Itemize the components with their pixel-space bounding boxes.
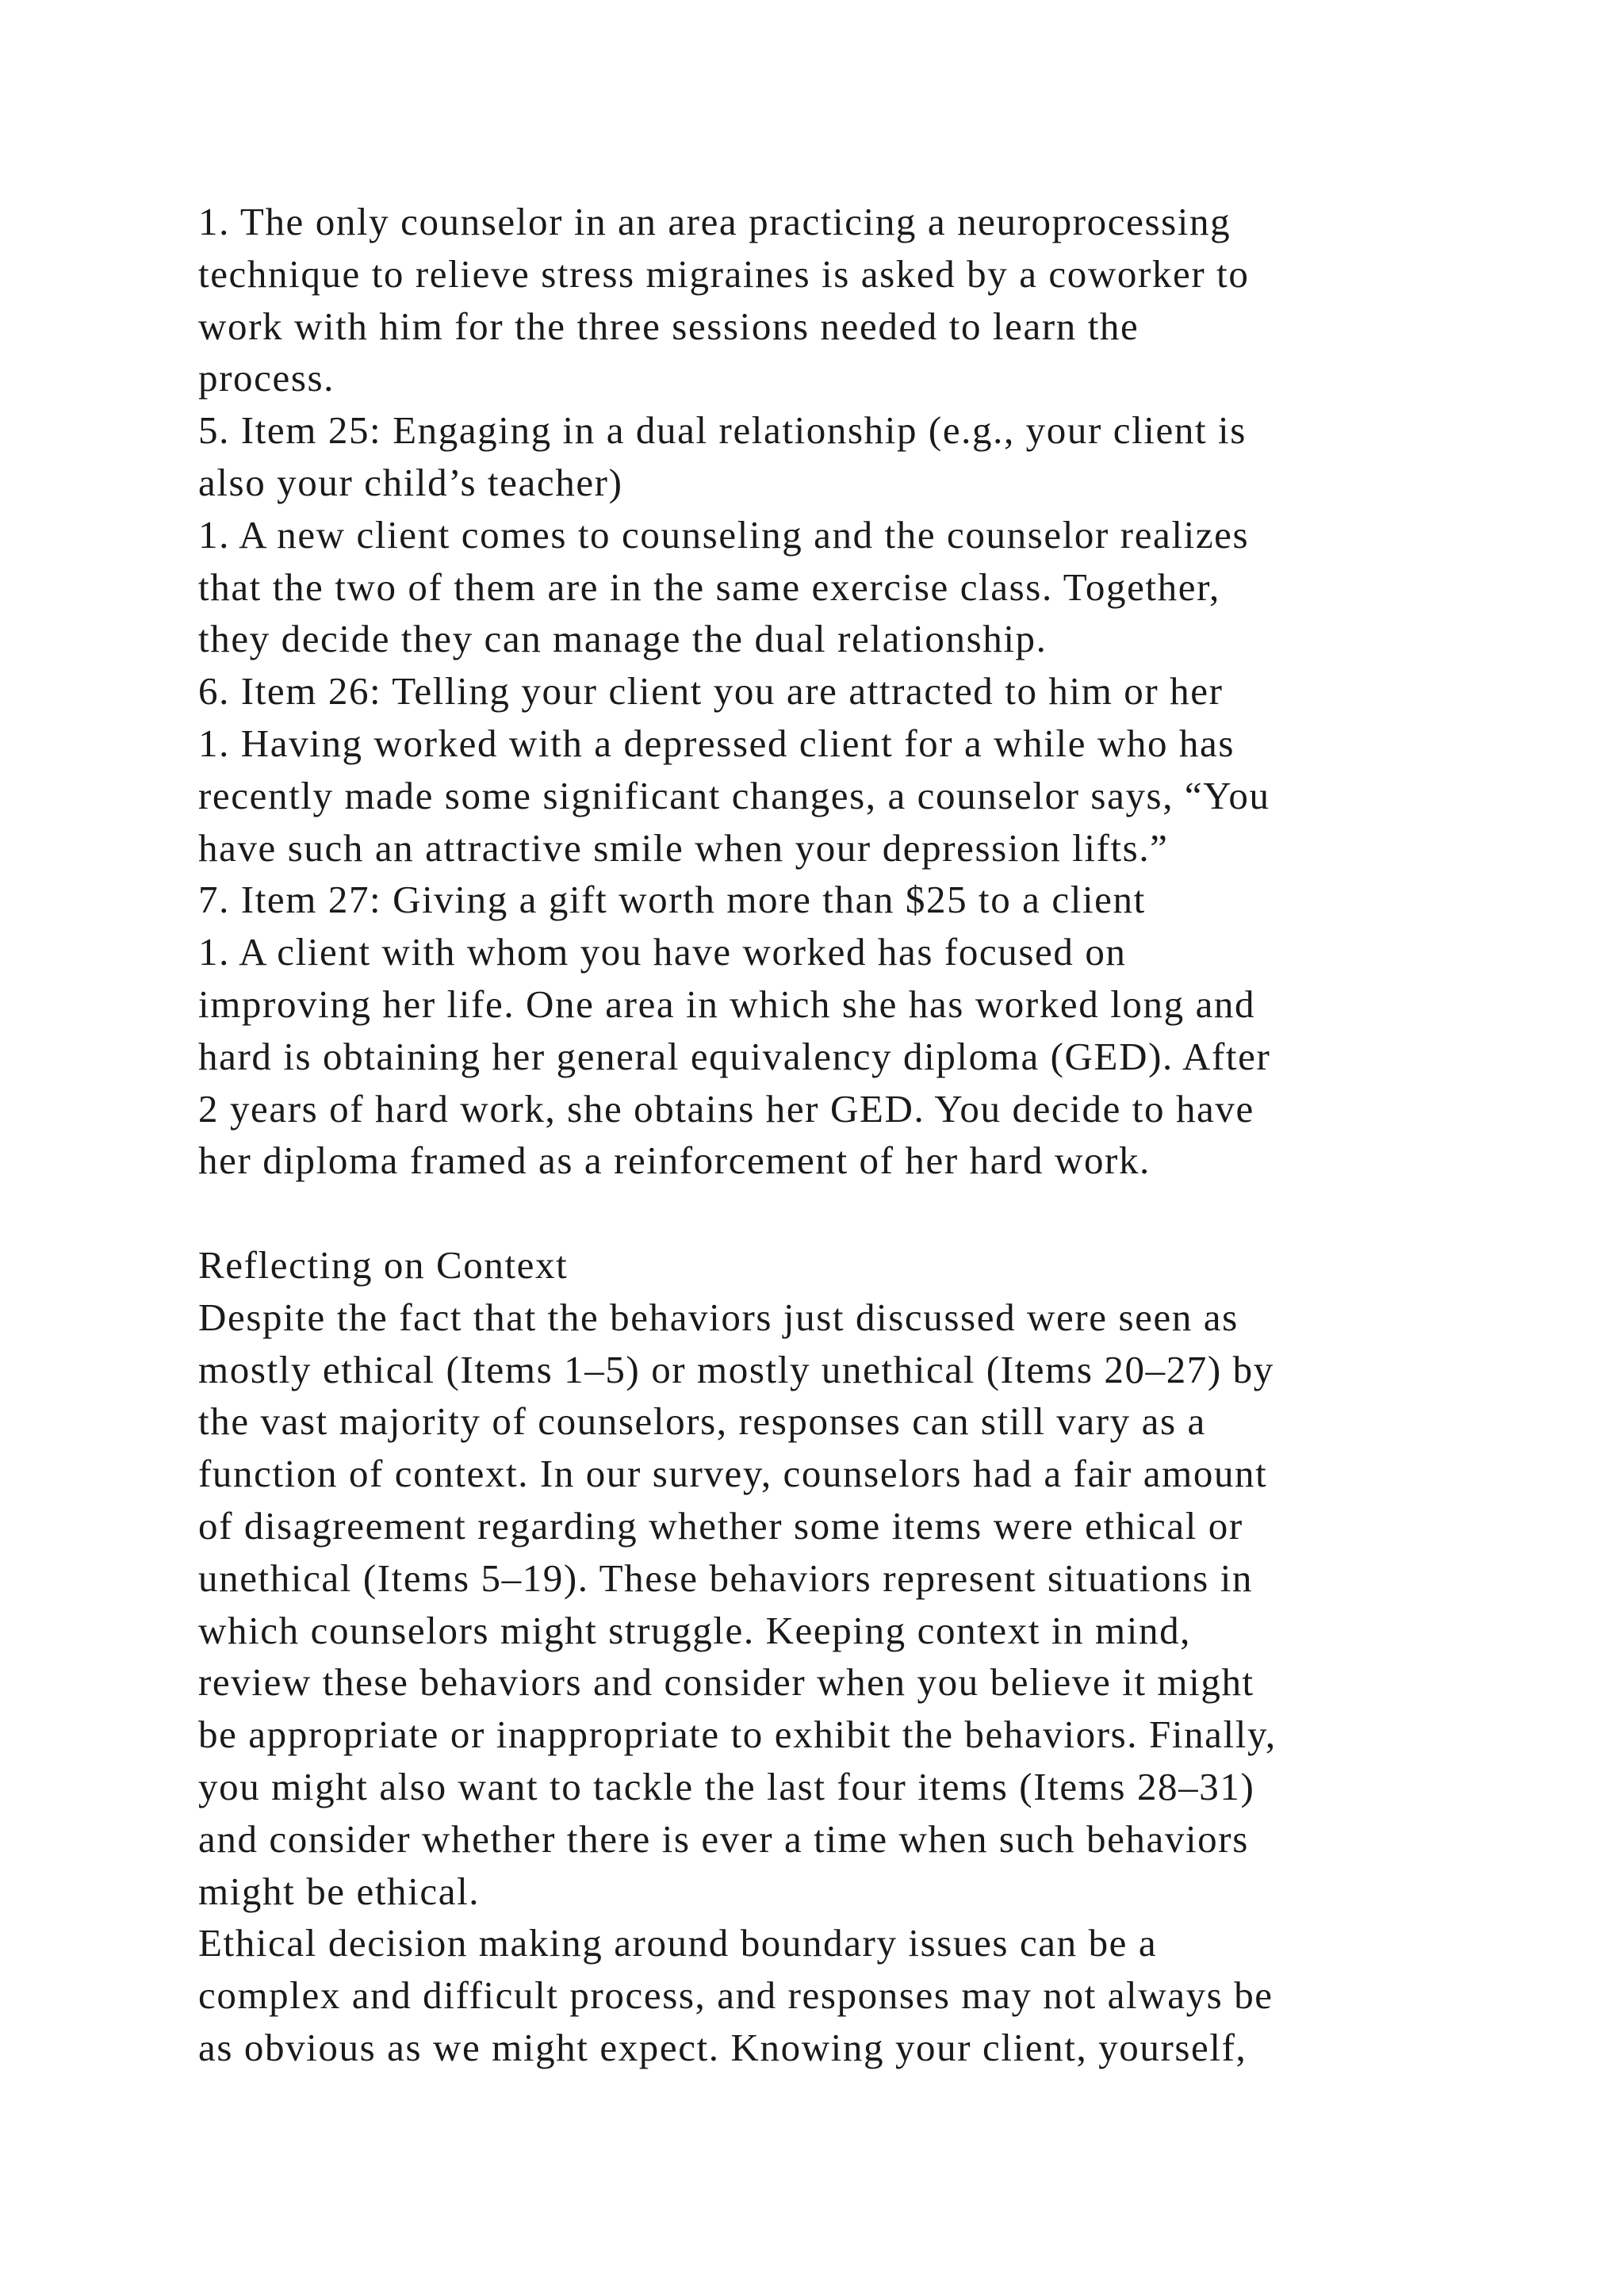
text-line: 1. A new client comes to counseling and the counselor realizes <box>198 512 1250 557</box>
text-line: of disagreement regarding whether some items were ethical or <box>198 1503 1243 1548</box>
text-line: improving her life. One area in which she has worked long and <box>198 982 1256 1026</box>
section-heading: Reflecting on Context <box>198 1242 569 1287</box>
text-line: process. <box>198 356 335 400</box>
text-line: Despite the fact that the behaviors just discussed were seen as <box>198 1295 1239 1339</box>
text-line: be appropriate or inappropriate to exhibit the behaviors. Finally, <box>198 1712 1277 1757</box>
text-line: Ethical decision making around boundary issues can be a <box>198 1921 1158 1965</box>
text-line: as obvious as we might expect. Knowing your client, yourself, <box>198 2025 1247 2069</box>
text-line: which counselors might struggle. Keeping context in mind, <box>198 1608 1192 1652</box>
text-line: 2 years of hard work, she obtains her GED. You decide to have <box>198 1086 1254 1131</box>
text-line: 1. Having worked with a depressed client for a while who has <box>198 721 1235 765</box>
text-line: 1. The only counselor in an area practicing a neuroprocessing <box>198 200 1231 243</box>
text-line: hard is obtaining her general equivalency diploma (GED). After <box>198 1034 1271 1078</box>
list-item-heading: 5. Item 25: Engaging in a dual relationship (e.g., your client is <box>198 408 1247 453</box>
text-line: and consider whether there is ever a time when such behaviors <box>198 1816 1249 1861</box>
text-line: work with him for the three sessions needed to learn the <box>198 304 1139 348</box>
text-line: they decide they can manage the dual relationship. <box>198 617 1048 661</box>
text-line: her diploma framed as a reinforcement of her hard work. <box>198 1138 1151 1183</box>
text-line: might be ethical. <box>198 1869 481 1913</box>
text-line: review these behaviors and consider when you believe it might <box>198 1660 1254 1705</box>
document-body <box>198 196 1515 2074</box>
text-line: 1. A client with whom you have worked has focused on <box>198 930 1127 974</box>
list-item-heading: 7. Item 27: Giving a gift worth more than $25 to a client <box>198 878 1146 922</box>
list-item-heading: 6. Item 26: Telling your client you are attracted to him or her <box>198 669 1224 714</box>
text-line: have such an attractive smile when your depression lifts.” <box>198 825 1169 870</box>
text-line: you might also want to tackle the last four items (Items 28–31) <box>198 1764 1255 1808</box>
text-line: technique to relieve stress migraines is asked by a coworker to <box>198 251 1250 296</box>
text-line: complex and difficult process, and responses may not always be <box>198 1973 1274 2018</box>
text-line: function of context. In our survey, counselors had a fair amount <box>198 1452 1268 1496</box>
text-line: unethical (Items 5–19). These behaviors represent situations in <box>198 1556 1254 1600</box>
text-line: mostly ethical (Items 1–5) or mostly unethical (Items 20–27) by <box>198 1347 1274 1391</box>
text-line: the vast majority of counselors, responses can still vary as a <box>198 1399 1206 1444</box>
blank-line <box>198 1187 1515 1239</box>
text-line: recently made some significant changes, a counselor says, “You <box>198 773 1270 817</box>
text-line: also your child’s teacher) <box>198 460 623 504</box>
text-line: that the two of them are in the same exercise class. Together, <box>198 564 1220 609</box>
